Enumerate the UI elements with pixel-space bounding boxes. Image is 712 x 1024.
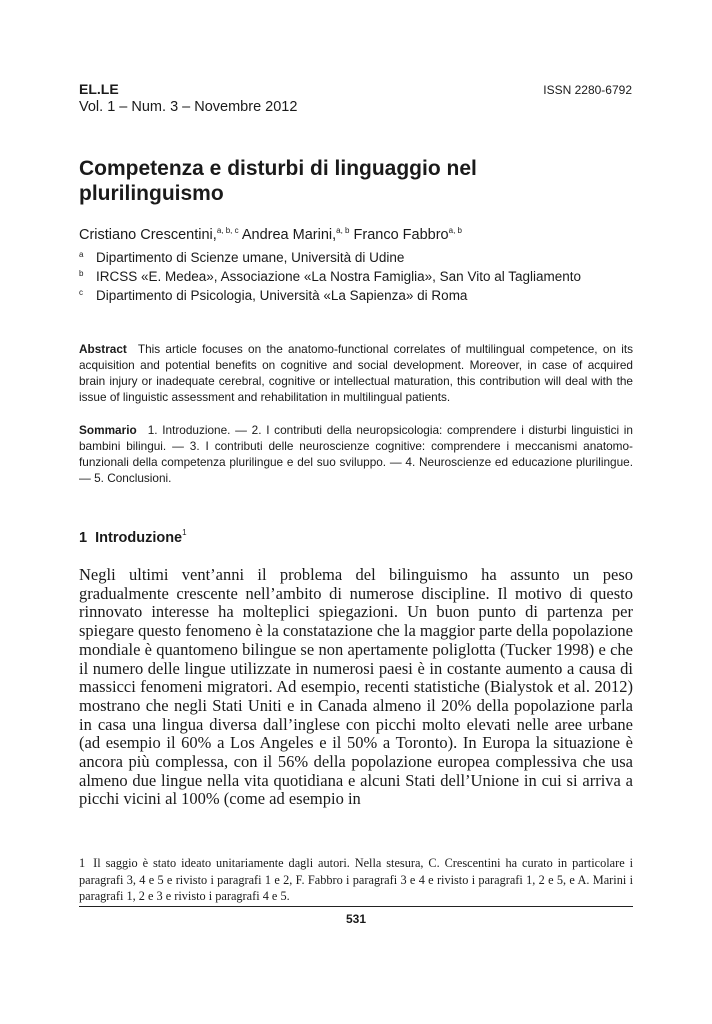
affiliation-text: Dipartimento di Scienze umane, Università di Udine bbox=[96, 250, 405, 265]
affiliation bbox=[79, 269, 581, 284]
summary bbox=[79, 422, 633, 486]
author-name: Andrea Marini, bbox=[241, 227, 337, 243]
author-name: Franco Fabbro bbox=[353, 227, 449, 243]
summary-text: 1. Introduzione. — 2. I contributi della neuropsicologia: comprendere i disturbi linguistici in bambini bilingui. — 3. I contributi delle neuroscienze cognitive: comprendere i meccanismi anatomo-funzionali della competenza plurilingue e del suo sviluppo. — 4. Neuroscienze ed educazione plurilingue. — 5. Conclusioni. bbox=[79, 423, 633, 485]
volume-info: Vol. 1 – Num. 3 – Novembre 2012 bbox=[79, 99, 298, 115]
affiliation bbox=[79, 250, 404, 265]
footnote-text: Il saggio è stato ideato unitariamente dagli autori. Nella stesura, C. Crescentini ha curato in particolare i paragrafi 3, 4 e 5 e rivisto i paragrafi 1 e 2, F. Fabbro i paragrafi 3 e 4 e rivisto i paragrafi 1, 2 e 5, e A. Marini i paragrafi 1, 2 e 3 e rivisto i paragrafi 4 e 5. bbox=[79, 856, 633, 903]
affiliation-text: Dipartimento di Psicologia, Università «La Sapienza» di Roma bbox=[96, 288, 468, 303]
author-affiliation-mark: a, b, c bbox=[216, 226, 239, 235]
summary-label: Sommario bbox=[79, 423, 137, 437]
abstract bbox=[79, 341, 633, 405]
footer-divider bbox=[79, 906, 633, 907]
article-title: Competenza e disturbi di linguaggio nel plurilinguismo bbox=[79, 157, 477, 205]
affiliation bbox=[79, 288, 467, 303]
body-paragraph: Negli ultimi vent’anni il problema del bilinguismo ha assunto un peso gradualmente crescente nell’ambito di numerose discipline. Il motivo di questo rinnovato interesse ha molteplici spiegazioni. Un buon punto di partenza per spiegare questo fenomeno è la constatazione che la maggior parte della popolazione mondiale è quantomeno bilingue se non apertamente poliglotta (Tucker 1998) e che il numero delle lingue utilizzate in numerosi paesi è in costante aumento a causa di massicci fenomeni migratori. Ad esempio, recenti statistiche (Bialystok et al. 2012) mostrano che negli Stati Uniti e in Canada almeno il 20% della popolazione parla in casa una lingua diversa dall’inglese con picchi molto elevati nelle aree urbane (ad esempio il 60% a Los Angeles e il 50% a Toronto). In Europa la situazione è ancora più complessa, con il 56% della popolazione europea complessiva che usa almeno due lingue nella vita quotidiana e alcuni Stati dell’Unione in cui si arriva a picchi vicini al 100% (come ad esempio in bbox=[79, 565, 633, 809]
affiliation-text: IRCSS «E. Medea», Associazione «La Nostra Famiglia», San Vito al Tagliamento bbox=[96, 269, 582, 284]
issn: ISSN 2280-6792 bbox=[543, 83, 632, 97]
journal-name: EL.LE bbox=[79, 81, 119, 97]
abstract-text: This article focuses on the anatomo-functional correlates of multilingual competence, on its acquisition and potential benefits on cognitive and social development. Moreover, in case of acquired brain injury or inadequate cerebral, cognitive or intellectual maturation, this contribution will deal with the issue of linguistic assessment and rehabilitation in multilingual patients. bbox=[79, 342, 633, 404]
affiliation-mark: c bbox=[79, 288, 83, 297]
author-name: Cristiano Crescentini, bbox=[79, 227, 217, 243]
affiliation-mark: b bbox=[79, 269, 84, 278]
footnote-ref: 1 bbox=[182, 528, 187, 537]
page-number: 531 bbox=[345, 912, 367, 926]
footnote bbox=[79, 855, 633, 905]
author-affiliation-mark: a, b bbox=[336, 226, 350, 235]
author-affiliation-mark: a, b bbox=[448, 226, 462, 235]
affiliation-mark: a bbox=[79, 250, 84, 259]
abstract-label: Abstract bbox=[79, 342, 127, 356]
section-title: Introduzione bbox=[95, 530, 183, 546]
section-heading bbox=[79, 528, 187, 546]
footnote-number: 1 bbox=[79, 856, 86, 870]
author-list bbox=[79, 226, 462, 243]
section-number: 1 bbox=[79, 530, 88, 546]
